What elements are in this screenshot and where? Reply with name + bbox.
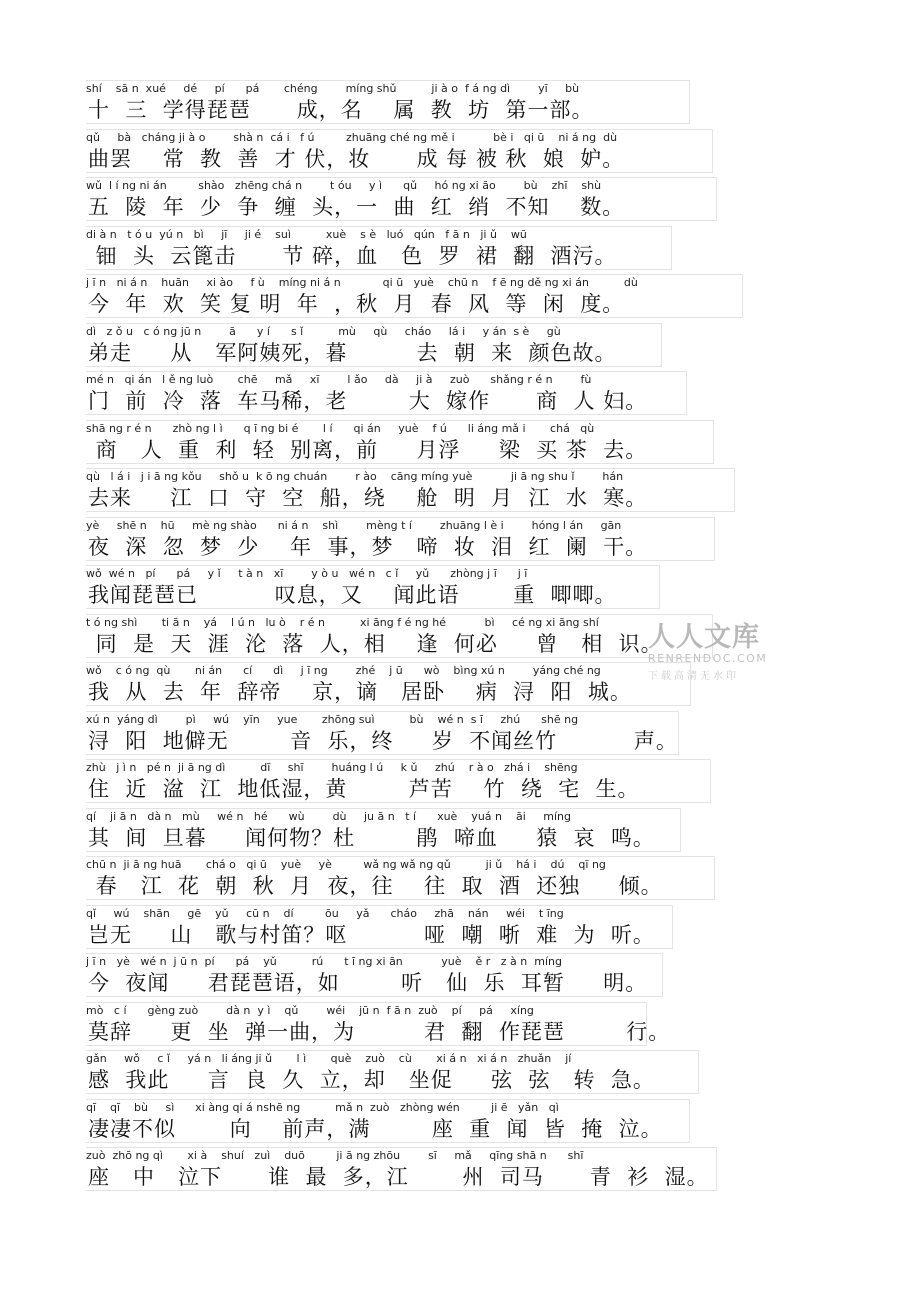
pinyin-annotation: j ī n yè wé n j ū n pí pá yǔ rú t ī ng xi ān yuè ě r z à n míng	[86, 955, 562, 968]
chinese-text: 岂无 山 歌与村笛？呕 哑 嘲 哳 难 为 听。	[88, 922, 655, 947]
chinese-text: 同 是 天 涯 沦 落 人，相 逢 何必 曾 相 识。	[88, 631, 663, 656]
watermark-subtitle: 下载高清无水印	[648, 671, 739, 682]
chinese-text: 住 近 湓 江 地低湿，黄 芦苦 竹 绕 宅 生。	[88, 777, 640, 801]
poem-line	[86, 804, 746, 853]
pinyin-annotation: mò c í gèng zuò dà n y ì qǔ wéi jū n f ā n zuò pí pá xíng	[86, 1003, 534, 1017]
chinese-text: 曲罢 常 教 善 才 伏，妆 成 每 被 秋 娘 妒。	[88, 146, 625, 171]
chinese-text: 我闻琵琶已 叹息，又 闻此语 重 唧唧。	[88, 583, 617, 607]
pinyin-annotation: shā ng r é n zhò ng l ì q ī ng bi é l í qi án yuè f ú li áng mǎ i chá qù	[86, 421, 595, 435]
chinese-text: 浔 阳 地僻无 音 乐，终 岁 不闻丝竹 声。	[88, 728, 678, 753]
poem-line	[86, 852, 746, 901]
poem-line	[86, 173, 746, 222]
chinese-text: 十 三 学得琵琶 成，名 属 教 坊 第一部。	[88, 98, 594, 122]
poem-line	[86, 1143, 746, 1192]
chinese-text: 凄凄不似 向 前声，满 座 重 闻 皆 掩 泣。	[88, 1116, 663, 1141]
poem-line	[86, 76, 746, 125]
poem-line	[86, 464, 746, 513]
pinyin-annotation: wǔ l í ng ni án shào zhēng chá n t óu y ì qǔ hó ng xi āo bù zhī shù	[86, 179, 602, 192]
poem-line	[86, 998, 746, 1047]
chinese-text: 感 我此 言 良 久 立，却 坐促 弦 弦 转 急。	[88, 1068, 655, 1092]
pinyin-annotation: shí sā n xué dé pí pá chéng míng shǔ ji à o f á ng dì yī bù	[86, 82, 580, 95]
pinyin-annotation: j ī n ni á n huān xi ào f ù míng ni á n qi ū yuè chū n f ē ng dě ng xi án dù	[86, 276, 638, 289]
poem-line	[86, 319, 746, 368]
poem-line	[86, 755, 746, 804]
chinese-text: 弟走 从 军阿姨死，暮 去 朝 来 颜色故。	[88, 340, 617, 365]
poem-line	[86, 707, 746, 756]
pinyin-annotation: wǒ wé n pí pá y ǐ t à n xī y ò u wé n c ǐ yǔ zhòng j ī j ī	[86, 567, 528, 580]
poem-line	[86, 658, 746, 707]
watermark-title: 人人文库	[648, 622, 760, 653]
poem-line	[86, 901, 746, 950]
chinese-text: 其 间 旦暮 闻何物？杜 鹃 啼血 猿 哀 鸣。	[88, 825, 655, 850]
pinyin-annotation: qù l á i j i ā ng kǒu shǒ u k ō ng chuán r ào cāng míng yuè ji ā ng shu ǐ hán	[86, 470, 624, 483]
chinese-text: 商 人 重 利 轻 别离，前 月浮 梁 买 茶 去。	[88, 437, 648, 462]
chinese-text: 今 年 欢 笑 复 明 年 ，秋 月 春 风 等 闲 度。	[88, 292, 625, 316]
chinese-text: 莫辞 更 坐 弹一曲，为 君 翻 作琵琶 行。	[88, 1019, 671, 1044]
chinese-text: 春 江 花 朝 秋 月 夜，往 往 取 酒 还独 倾。	[88, 874, 663, 898]
chinese-text: 我 从 去 年 辞帝 京，谪 居卧 病 浔 阳 城。	[88, 680, 632, 704]
pinyin-annotation: chū n ji ā ng huā chá o qi ū yuè yè wǎ ng wǎ ng qǔ ji ǔ há i dú qī ng	[86, 858, 606, 871]
poem-line	[86, 270, 746, 319]
pinyin-annotation: qǐ wú shān gē yǔ cū n dí ōu yǎ cháo zhā nán wéi t īng	[86, 906, 564, 920]
chinese-text: 门 前 冷 落 车马稀，老 大 嫁作 商 人 妇。	[88, 389, 648, 413]
pinyin-annotation: t ó ng shì ti ā n yá l ú n lu ò r é n xi āng f é ng hé bì cé ng xi āng shí	[86, 615, 599, 629]
pinyin-annotation: yè shē n hū mè ng shào ni á n shì mèng t í zhuāng l è i hóng l án gān	[86, 518, 622, 532]
pinyin-annotation: qī qī bù sì xi àng qi á nshē ng mǎ n zuò zhòng wén ji ē yǎn qì	[86, 1100, 559, 1114]
pinyin-annotation: wǒ c ó ng qù ni án cí dì j ī ng zhé j ū wò bìng xú n yáng ché ng	[86, 664, 601, 677]
poem-line	[86, 949, 746, 998]
poem-line	[86, 561, 746, 610]
chinese-text: 五 陵 年 少 争 缠 头，一 曲 红 绡 不知 数。	[88, 195, 625, 219]
pinyin-annotation: zhù j ì n pé n ji ā ng dì dī shī huáng l ú k ǔ zhú r à o zhá i shēng	[86, 761, 578, 774]
watermark-logo	[648, 622, 778, 682]
poem-line	[86, 416, 746, 465]
pinyin-annotation: zuò zhō ng qì xi à shuí zuì duō ji ā ng zhōu sī mǎ qīng shā n shī	[86, 1149, 584, 1162]
pinyin-annotation: di à n t ó u yú n bì jī ji é suì xuè s è luó qún f ā n ji ǔ wū	[86, 227, 527, 241]
pinyin-annotation: gǎn wǒ c ǐ yá n li áng ji ǔ l ì què zuò cù xi á n xi á n zhuǎn jí	[86, 1052, 572, 1065]
pinyin-annotation: qí ji ā n dà n mù wé n hé wù dù ju ā n t í xuè yuá n āi míng	[86, 809, 571, 823]
poem-line	[86, 513, 746, 562]
pinyin-annotation: dì z ǒ u c ó ng jū n ā y í s ǐ mù qù cháo lá i y án s è gù	[86, 324, 561, 338]
poem-line	[86, 125, 746, 174]
pinyin-annotation: mé n qi án l ě ng luò chē mǎ xī l ǎo dà ji à zuò shǎng r é n fù	[86, 373, 592, 386]
poem-line	[86, 367, 746, 416]
chinese-text: 去来 江 口 守 空 船，绕 舱 明 月 江 水 寒。	[88, 486, 648, 510]
chinese-text: 今 夜闻 君琵琶语，如 听 仙 乐 耳暂 明。	[88, 971, 648, 995]
pinyin-annotation: qǔ bà cháng ji à o shà n cá i f ú zhuāng ché ng mě i bè i qi ū ni á ng dù	[86, 130, 618, 144]
pinyin-annotation: xú n yáng dì pì wú yīn yue zhōng suì bù wé n s ī zhú shē ng	[86, 712, 579, 726]
poem-line	[86, 1095, 746, 1144]
watermark-url: RENRENDOC.COM	[648, 652, 768, 665]
chinese-text: 座 中 泣下 谁 最 多，江 州 司马 青 衫 湿。	[88, 1165, 709, 1189]
chinese-text: 钿 头 云篦击 节 碎，血 色 罗 裙 翻 酒污。	[88, 243, 617, 268]
poem-line	[86, 610, 746, 659]
chinese-text: 夜 深 忽 梦 少 年 事，梦 啼 妆 泪 红 阑 干。	[88, 534, 648, 559]
poem-document	[86, 76, 746, 1192]
poem-line	[86, 222, 746, 271]
poem-line	[86, 1046, 746, 1095]
